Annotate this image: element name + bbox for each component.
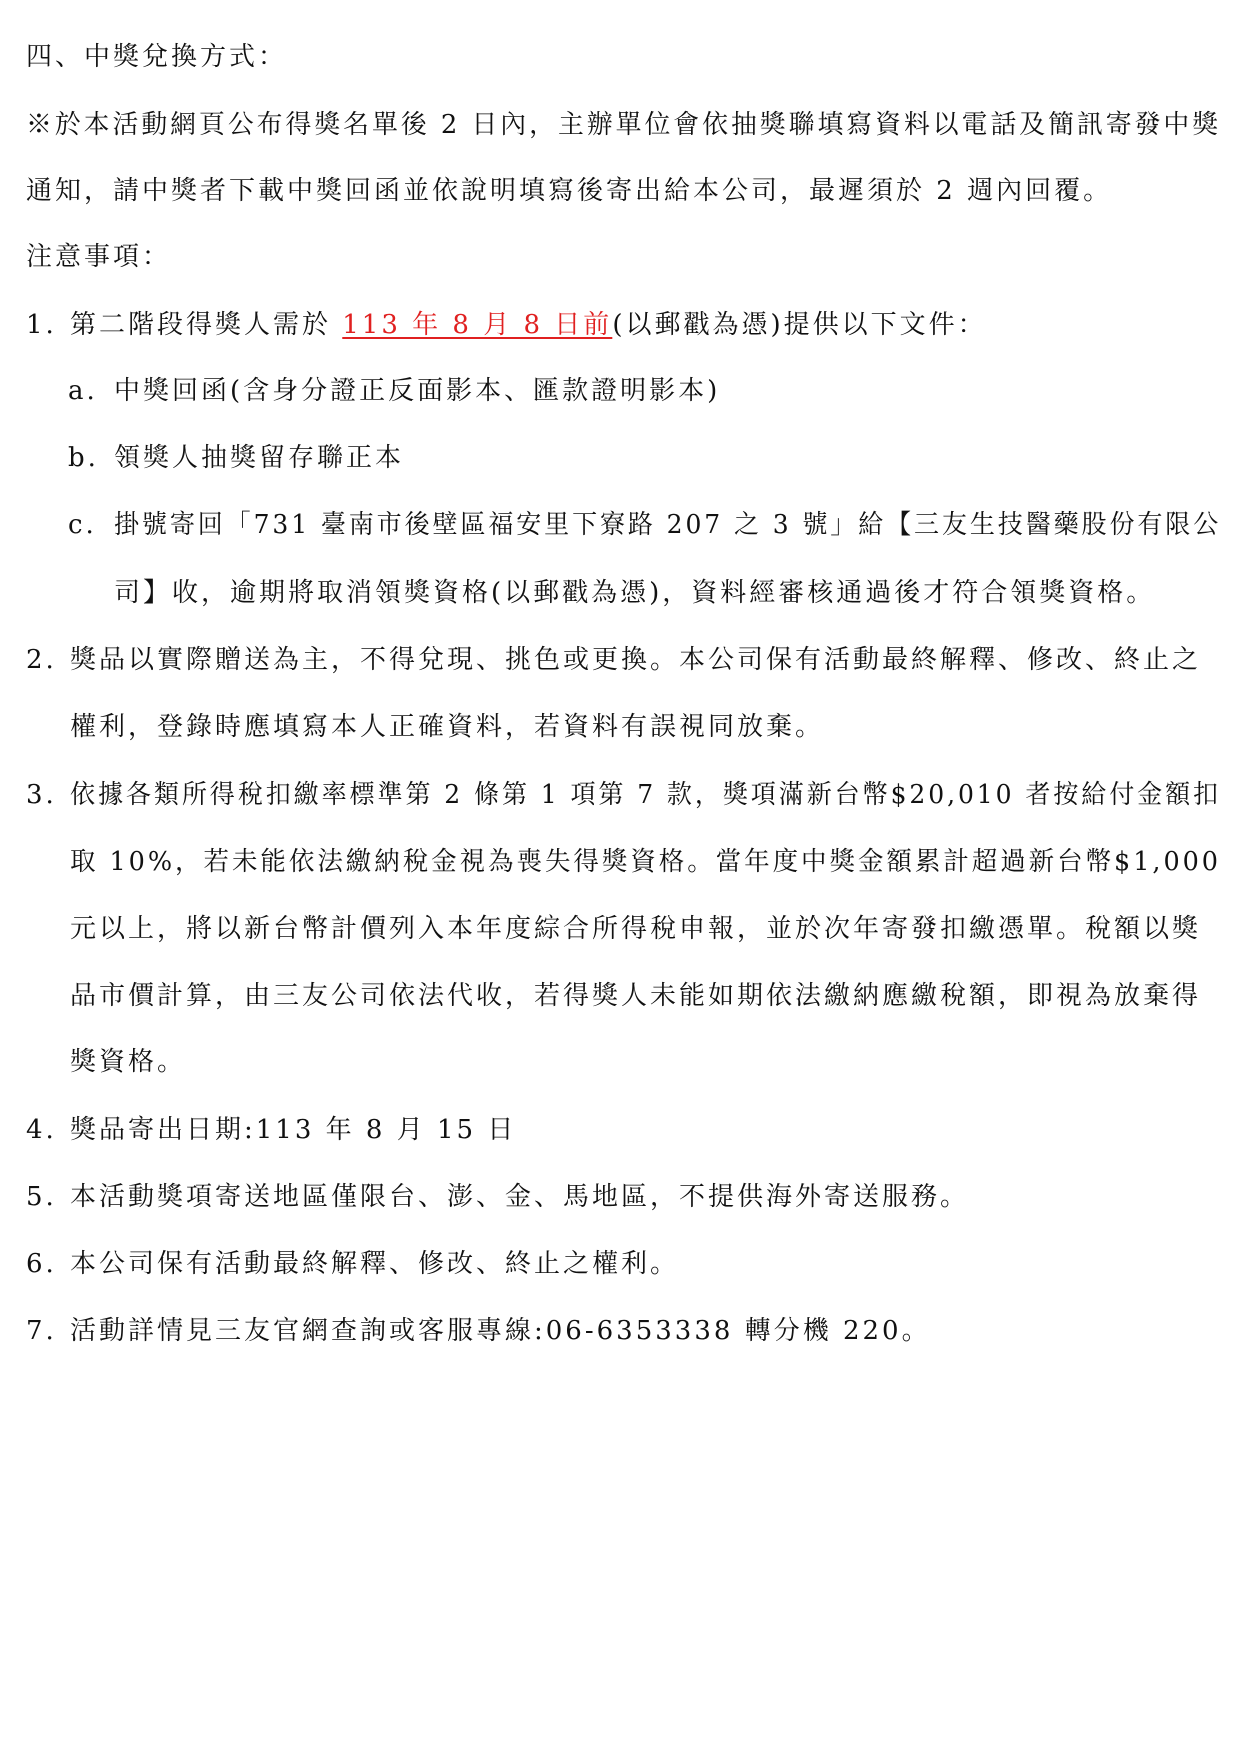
subitem-a-text: 中獎回函(含身分證正反面影本、匯款證明影本): [114, 376, 721, 406]
subitem-b-letter: b.: [68, 443, 99, 473]
subitem-c-letter: c.: [68, 510, 97, 540]
item-3-number: 3.: [26, 780, 57, 810]
section-heading: 四、中獎兌換方式：: [26, 42, 288, 72]
item-7-line-1: 活動詳情見三友官網查詢或客服專線:06-6353338 轉分機 220。: [70, 1316, 931, 1346]
item-3-line-4: 品市價計算，由三友公司依法代收，若得獎人未能如期依法繳納應繳稅額，即視為放棄得: [70, 981, 1202, 1011]
item-1-deadline: 113 年 8 月 8 日前: [342, 310, 613, 340]
item-1-number: 1.: [26, 310, 57, 340]
subitem-b-text: 領獎人抽獎留存聯正本: [114, 443, 405, 473]
item-3-line-5: 獎資格。: [70, 1047, 187, 1077]
item-7-number: 7.: [26, 1316, 57, 1346]
intro-line-2: 通知，請中獎者下載中獎回函並依說明填寫後寄出給本公司，最遲須於 2 週內回覆。: [26, 176, 1113, 206]
item-3-line-1: 依據各類所得稅扣繳率標準第 2 條第 1 項第 7 款，獎項滿新台幣$20,010 者按給付金額扣: [70, 780, 1222, 810]
item-2-line-1: 獎品以實際贈送為主，不得兌現、挑色或更換。本公司保有活動最終解釋、修改、終止之: [70, 645, 1202, 675]
item-2-line-2: 權利，登錄時應填寫本人正確資料，若資料有誤視同放棄。: [70, 712, 825, 742]
intro-line-1: ※於本活動網頁公布得獎名單後 2 日內，主辦單位會依抽獎聯填寫資料以電話及簡訊寄發中獎: [26, 110, 1222, 140]
item-4-number: 4.: [26, 1115, 57, 1145]
subitem-a-letter: a.: [68, 376, 98, 406]
item-1-before: 第二階段得獎人需於: [70, 310, 343, 340]
item-3-line-2: 取 10%，若未能依法繳納稅金視為喪失得獎資格。當年度中獎金額累計超過新台幣$1,000: [70, 847, 1221, 877]
item-4-line-1: 獎品寄出日期:113 年 8 月 15 日: [70, 1115, 517, 1145]
subitem-c-text-line-1: 掛號寄回「731 臺南市後壁區福安里下寮路 207 之 3 號」給【三友生技醫藥股份有限公: [114, 510, 1222, 540]
subitem-c-text-line-2: 司】收，逾期將取消領獎資格(以郵戳為憑)，資料經審核通過後才符合領獎資格。: [114, 578, 1156, 608]
notes-heading: 注意事項：: [26, 242, 172, 272]
item-1-after: (以郵戳為憑)提供以下文件：: [612, 310, 987, 340]
item-1-text: [70, 308, 987, 342]
item-6-number: 6.: [26, 1249, 57, 1279]
item-5-line-1: 本活動獎項寄送地區僅限台、澎、金、馬地區，不提供海外寄送服務。: [70, 1182, 970, 1212]
item-3-line-3: 元以上，將以新台幣計價列入本年度綜合所得稅申報，並於次年寄發扣繳憑單。稅額以獎: [70, 914, 1202, 944]
item-6-line-1: 本公司保有活動最終解釋、修改、終止之權利。: [70, 1249, 680, 1279]
item-5-number: 5.: [26, 1182, 57, 1212]
item-2-number: 2.: [26, 645, 57, 675]
